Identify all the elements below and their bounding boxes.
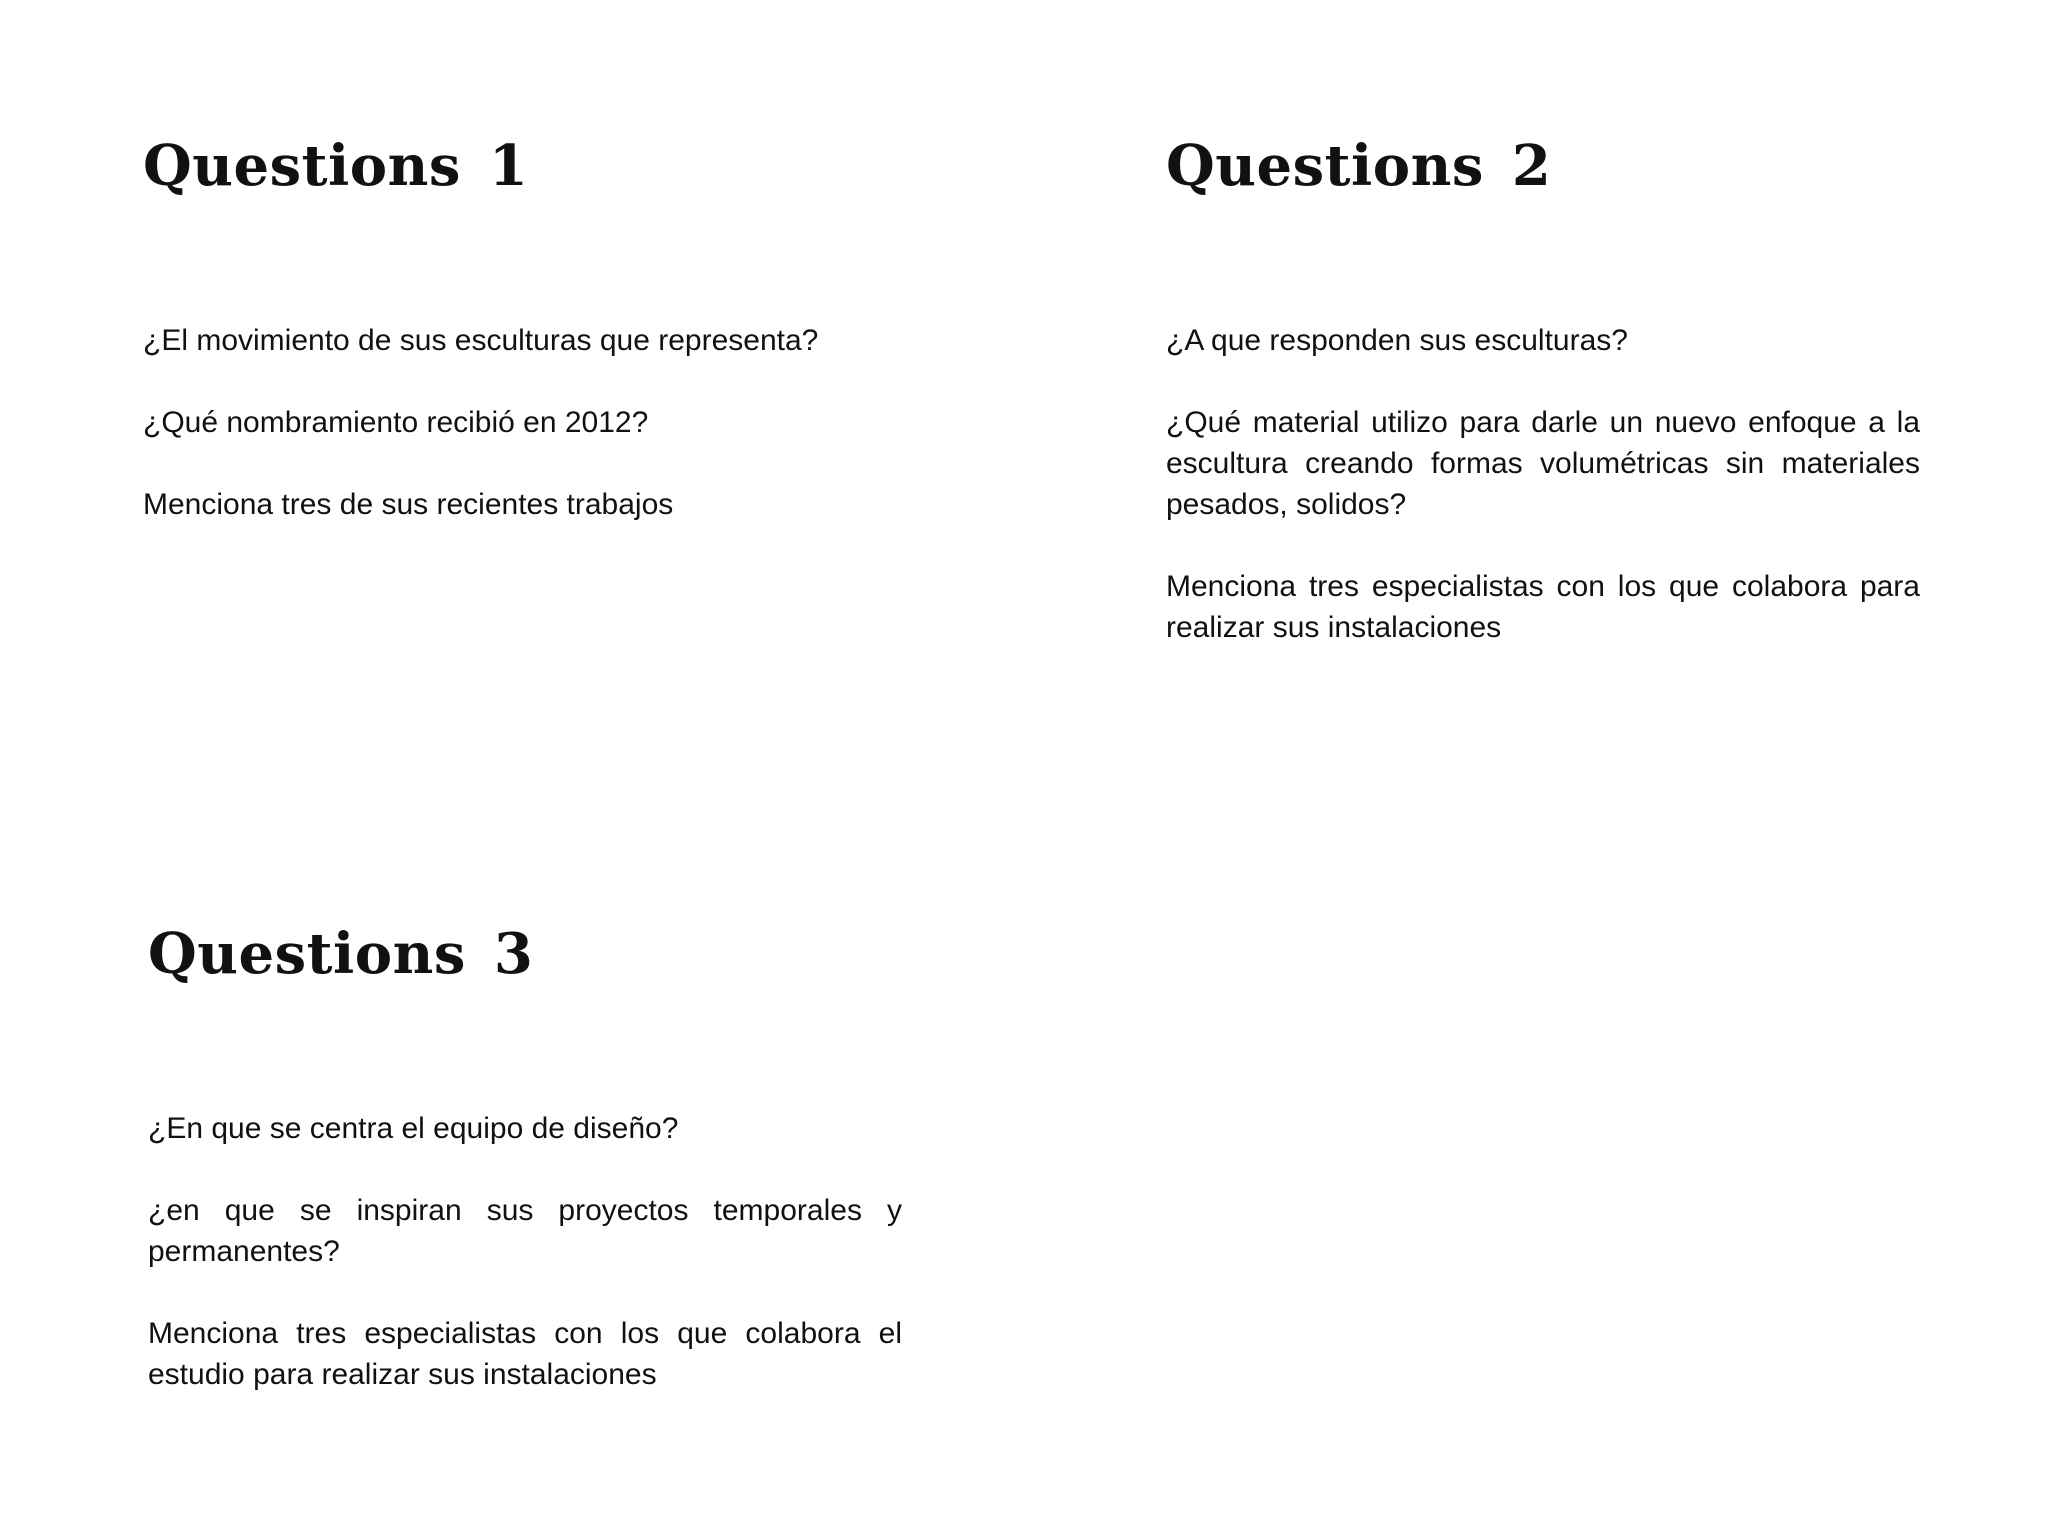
question-list: [1166, 320, 1920, 648]
question-item: ¿El movimiento de sus esculturas que representa?: [143, 324, 819, 357]
question-item: ¿en que se inspiran sus proyectos temporales y permanentes?: [148, 1194, 902, 1268]
question-item: Menciona tres de sus recientes trabajos: [143, 488, 674, 521]
section-title: Questions 3: [148, 921, 534, 987]
questions-section-2: [1166, 133, 1920, 644]
section-title: Questions 1: [143, 133, 529, 199]
question-item: ¿En que se centra el equipo de diseño?: [148, 1112, 679, 1145]
questions-section-1: [143, 133, 903, 521]
question-item: Menciona tres especialistas con los que colabora el estudio para realizar sus instalaciones: [148, 1317, 902, 1391]
question-item: ¿Qué material utilizo para darle un nuevo enfoque a la escultura creando formas volumétricas sin materiales pesados, solidos?: [1166, 406, 1920, 521]
section-title: Questions 2: [1166, 133, 1552, 199]
questions-section-3: [148, 921, 902, 1391]
question-list: [148, 1108, 902, 1395]
question-list: [143, 320, 903, 525]
question-item: ¿Qué nombramiento recibió en 2012?: [143, 406, 649, 439]
question-item: ¿A que responden sus esculturas?: [1166, 324, 1628, 357]
question-item: Menciona tres especialistas con los que colabora para realizar sus instalaciones: [1166, 570, 1920, 644]
